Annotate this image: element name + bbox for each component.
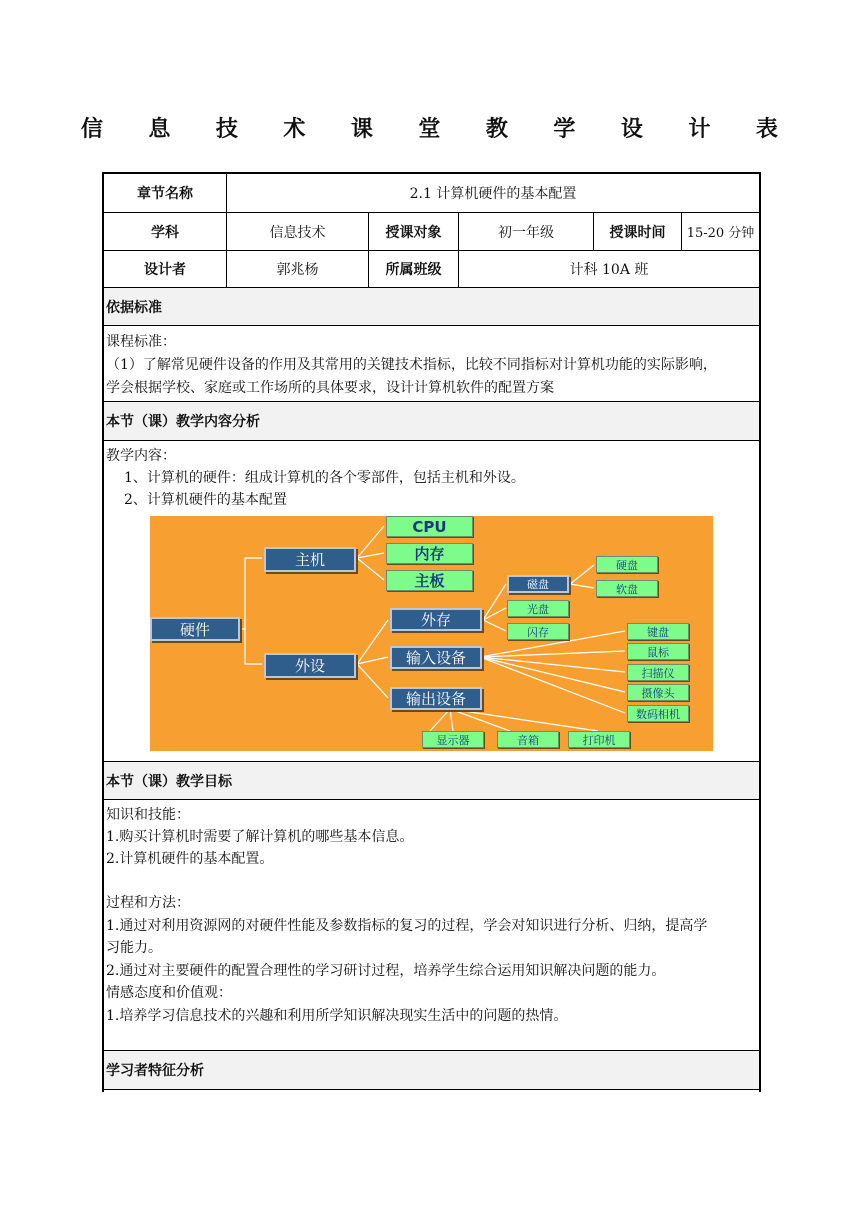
time-value: 15-20 分钟 [682,213,759,251]
node-keyboard: 键盘 [627,623,689,640]
goals-line-1: 知识和技能： [106,807,190,823]
node-disk: 磁盘 [507,575,569,593]
standards-line-2: （1）了解常见硬件设备的作用及其常用的关键技术指标，比较不同指标对计算机功能的实际影响， [106,357,717,373]
node-peripheral: 外设 [264,653,356,678]
node-cd: 光盘 [507,600,569,617]
chapter-label: 章节名称 [104,174,227,213]
node-printer: 打印机 [568,731,630,748]
content-heading: 本节（课）教学内容分析 [104,401,759,441]
node-storage: 外存 [390,608,482,631]
goals-line-2: 1.购买计算机时需要了解计算机的哪些基本信息。 [106,829,414,845]
class-label: 所属班级 [369,251,459,288]
designer-value: 郭兆杨 [227,251,369,288]
audience-label: 授课对象 [369,213,459,251]
subject-value: 信息技术 [227,213,369,251]
goals-heading: 本节（课）教学目标 [104,761,759,800]
node-cpu: CPU [386,516,473,537]
chapter-value: 2.1 计算机硬件的基本配置 [227,174,759,213]
time-label: 授课时间 [594,213,682,251]
node-motherboard: 主板 [386,570,473,591]
designer-label: 设计者 [104,251,227,288]
class-value: 计科 10A 班 [459,251,759,288]
node-hard-disk: 硬盘 [596,556,658,573]
node-flash: 闪存 [507,623,569,640]
node-digital-camera: 数码相机 [627,705,689,722]
goals-line-3: 2.计算机硬件的基本配置。 [106,851,274,867]
goals-line-9: 情感态度和价值观： [106,985,232,1001]
goals-line-10: 1.培养学习信息技术的兴趣和利用所学知识解决现实生活中的问题的热情。 [106,1008,568,1024]
goals-line-5: 过程和方法： [106,895,190,911]
subject-label: 学科 [104,213,227,251]
standards-line-3: 学会根据学校、家庭或工作场所的具体要求，设计计算机软件的配置方案 [106,380,554,396]
content-line-1: 教学内容： [106,448,176,464]
node-hardware: 硬件 [150,617,240,641]
node-input: 输入设备 [390,646,482,669]
node-memory: 内存 [386,543,473,564]
design-table [102,172,761,1092]
standards-line-1: 课程标准： [106,334,176,350]
goals-line-8: 2.通过对主要硬件的配置合理性的学习研讨过程，培养学生综合运用知识解决问题的能力。 [106,963,666,979]
goals-line-7: 习能力。 [106,940,162,956]
hardware-diagram [150,516,713,751]
audience-value: 初一年级 [459,213,594,251]
node-display: 显示器 [422,731,484,748]
content-line-3: 2、计算机硬件的基本配置 [124,492,287,508]
node-output: 输出设备 [390,687,482,710]
node-mouse: 鼠标 [627,643,689,660]
node-scanner: 扫描仪 [627,664,689,681]
node-speaker: 音箱 [497,731,559,748]
node-floppy-disk: 软盘 [596,580,658,597]
standards-heading: 依据标准 [104,287,759,326]
page-title: 信 息 技 术 课 堂 教 学 设 计 表 [80,117,797,142]
goals-line-6: 1.通过对利用资源网的对硬件性能及参数指标的复习的过程，学会对知识进行分析、归纳，提高学 [106,918,708,934]
node-camera: 摄像头 [627,684,689,701]
content-line-2: 1、计算机的硬件：组成计算机的各个零部件，包括主机和外设。 [124,470,525,486]
learner-heading: 学习者特征分析 [104,1050,759,1090]
node-host: 主机 [264,547,356,572]
